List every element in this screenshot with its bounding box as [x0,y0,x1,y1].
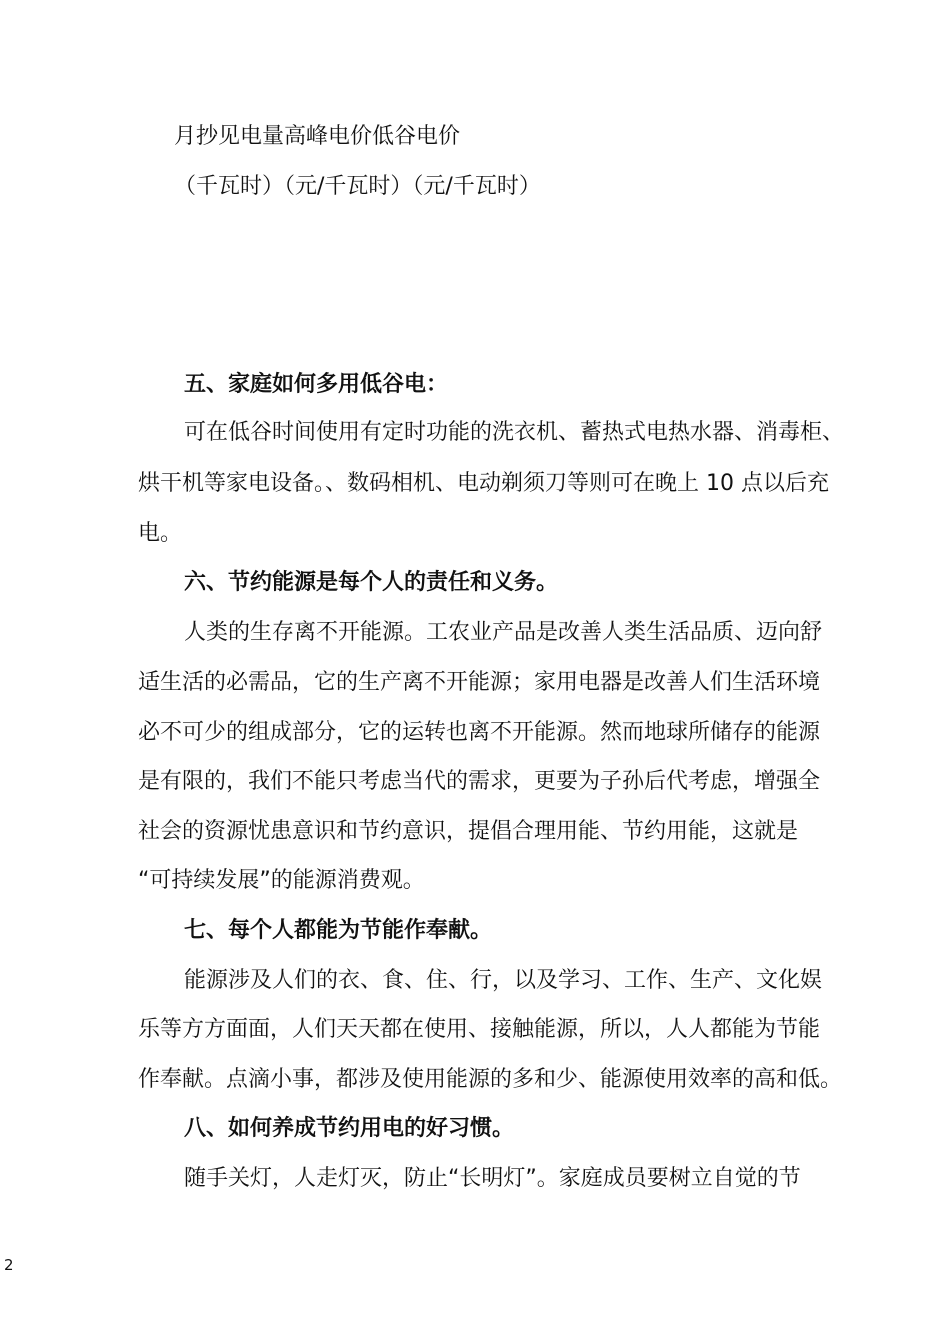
section-7-line-2: 乐等方方面面，人们天天都在使用、接触能源，所以，人人都能为节能 [138,1017,821,1042]
section-6-line-5: 社会的资源忧患意识和节约意识，提倡合理用能、节约用能，这就是 [138,819,799,844]
section-6-line-3: 必不可少的组成部分，它的运转也离不开能源。然而地球所储存的能源 [138,720,821,745]
section-7-line-3: 作奉献。点滴小事，都涉及使用能源的多和少、能源使用效率的高和低。 [138,1067,843,1092]
section-5-line-1: 可在低谷时间使用有定时功能的洗衣机、蓄热式电热水器、消毒柜、 [184,420,845,445]
table-header-row-1: 月抄见电量高峰电价低谷电价 [174,124,461,149]
section-5-heading: 五、家庭如何多用低谷电： [184,372,449,397]
section-6-line-2: 适生活的必需品，它的生产离不开能源；家用电器是改善人们生活环境 [138,670,821,695]
section-6-line-6: “可持续发展”的能源消费观。 [138,868,425,893]
section-7-heading: 七、每个人都能为节能作奉献。 [184,918,493,943]
section-5-line-3: 电。 [138,521,183,546]
section-6-line-1: 人类的生存离不开能源。工农业产品是改善人类生活品质、迈向舒 [184,620,823,645]
page-number: 2 [4,1256,14,1274]
section-8-line-1: 随手关灯，人走灯灭，防止“长明灯”。家庭成员要树立自觉的节 [184,1166,801,1191]
section-6-heading: 六、节约能源是每个人的责任和义务。 [184,570,559,595]
section-8-heading: 八、如何养成节约用电的好习惯。 [184,1116,515,1141]
section-7-line-1: 能源涉及人们的衣、食、住、行，以及学习、工作、生产、文化娱 [184,968,823,993]
section-5-line-2: 烘干机等家电设备。、数码相机、电动剃须刀等则可在晚上 10 点以后充 [138,471,829,496]
section-6-line-4: 是有限的，我们不能只考虑当代的需求，更要为子孙后代考虑，增强全 [138,769,821,794]
table-header-row-2: （千瓦时）（元/千瓦时）（元/千瓦时） [174,174,541,199]
